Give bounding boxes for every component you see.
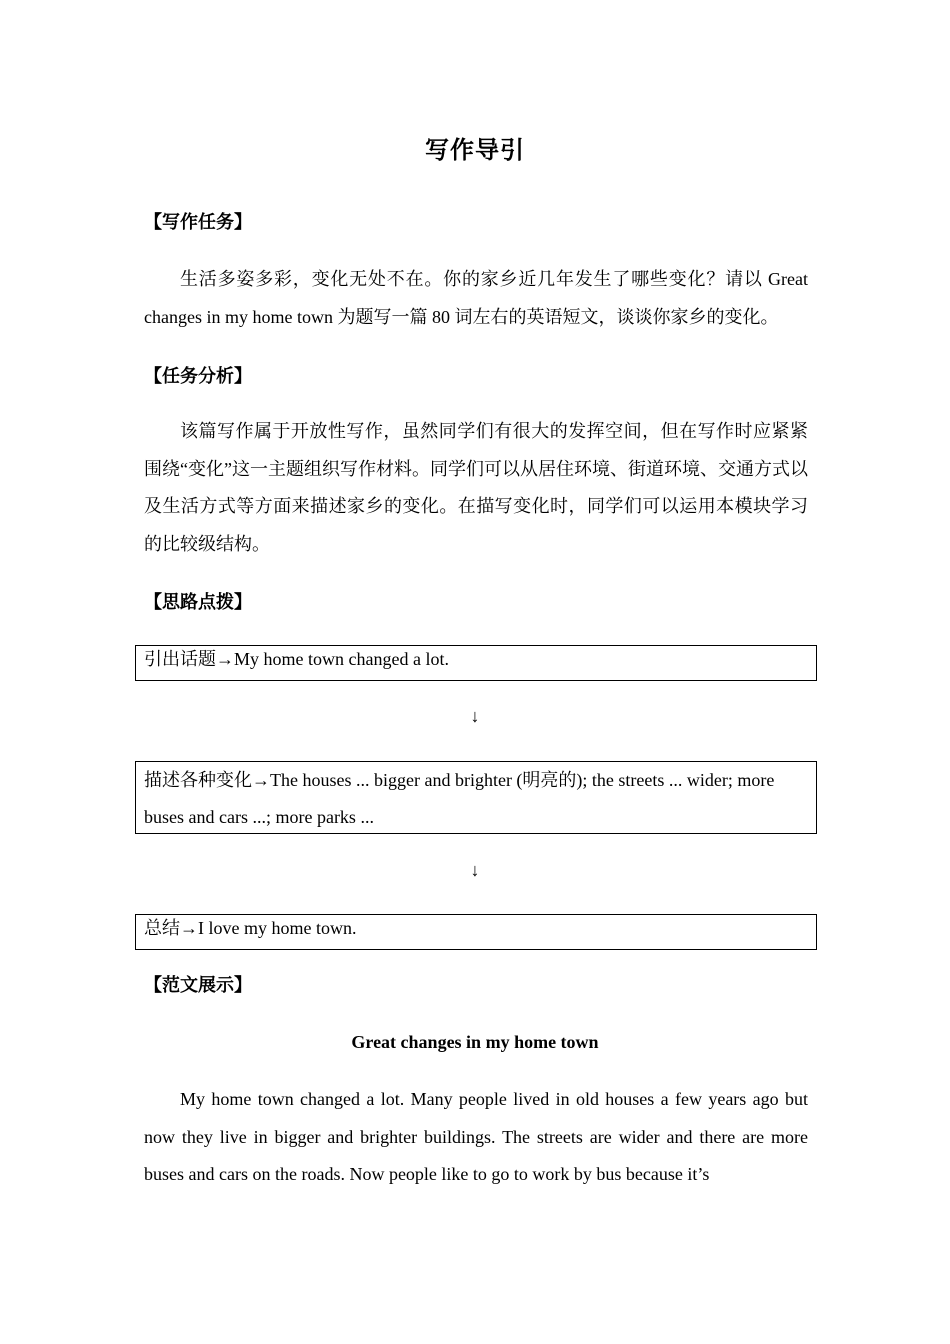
task-paragraph: 生活多姿多彩，变化无处不在。你的家乡近几年发生了哪些变化？请以 Great changes in my home town 为题写一篇 80 词左右的英语短文，谈谈你家乡的变化。	[144, 269, 808, 327]
analysis-paragraph: 该篇写作属于开放性写作，虽然同学们有很大的发挥空间，但在写作时应紧紧围绕“变化”这一主题组织写作材料。同学们可以从居住环境、街道环境、交通方式以及生活方式等方面来描述家乡的变化。在描写变化时，同学们可以运用本模块学习的比较级结构。	[144, 421, 808, 554]
section-heading-task: 【写作任务】	[144, 212, 252, 232]
down-arrow-icon: ↓	[470, 706, 480, 726]
section-heading-analysis: 【任务分析】	[144, 366, 252, 386]
flow-box-summary: 总结→I love my home town.	[135, 914, 817, 950]
section-heading-ideas: 【思路点拨】	[144, 592, 252, 612]
section-heading-sample: 【范文展示】	[144, 975, 252, 995]
sample-essay-paragraph: My home town changed a lot. Many people lived in old houses a few years ago but now they live in bigger and brighter buildings. The streets are wider and there are more buses and cars on the roads. Now people like to go to work by bus because it’s	[144, 1089, 808, 1184]
flow-box-changes: 描述各种变化→The houses ... bigger and brighter (明亮的); the streets ... wider; more buses and cars ...; more parks ...	[135, 761, 817, 834]
document-title: 写作导引	[425, 138, 525, 164]
down-arrow-icon: ↓	[470, 860, 480, 880]
flow-box-intro: 引出话题→My home town changed a lot.	[135, 645, 817, 681]
essay-title: Great changes in my home town	[351, 1032, 599, 1052]
